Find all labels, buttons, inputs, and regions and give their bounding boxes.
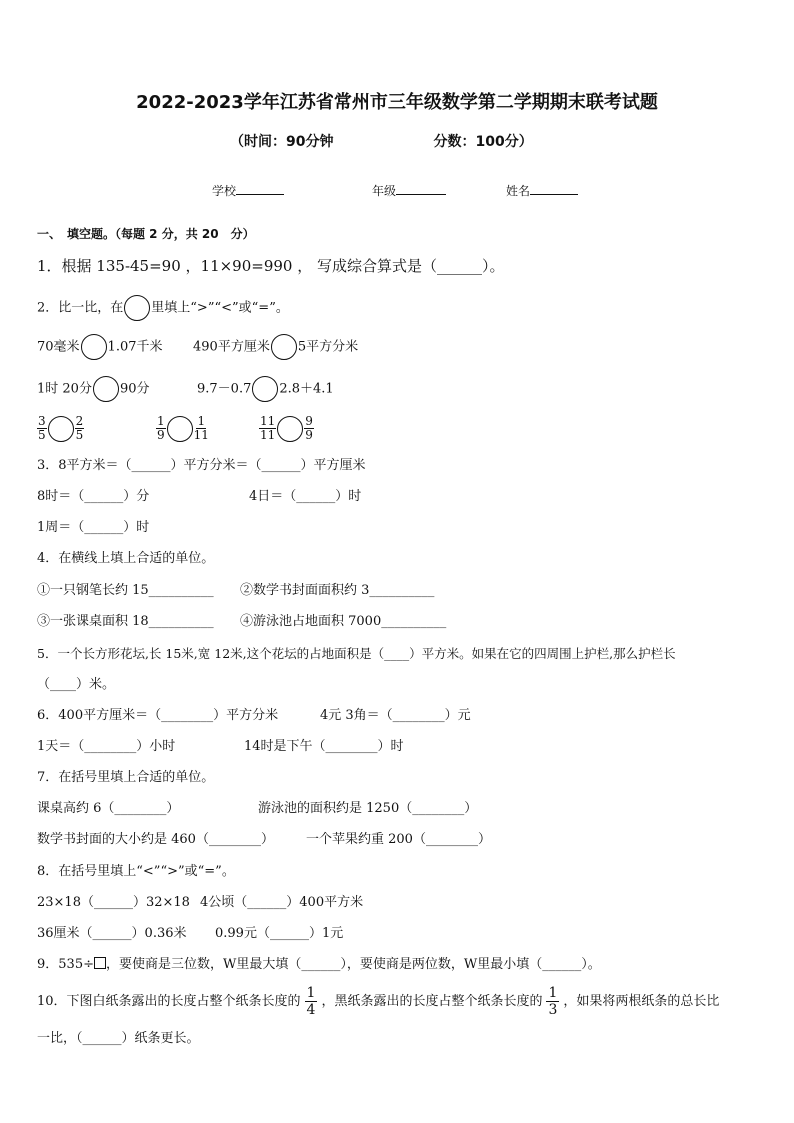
square-box-icon (94, 957, 106, 969)
section-heading: 一、 填空题。（每题 2 分，共 20 分） (37, 227, 255, 241)
compare-circle (124, 295, 150, 321)
compare-circle[interactable] (167, 416, 193, 442)
compare-circle[interactable] (271, 334, 297, 360)
fraction: $\frac{11}{11}$ (260, 414, 276, 442)
question-8-a: 23×18（______）32×18 (37, 895, 190, 910)
grade-blank[interactable] (396, 182, 446, 195)
fraction: $\frac{1}{4}$ (306, 985, 316, 1018)
question-7-b: 游泳池的面积约是 1250（________） (258, 801, 478, 816)
question-3: 3．8平方米＝（______）平方分米＝（______）平方厘米 (37, 458, 366, 473)
fraction: $\frac{3}{5}$ (38, 414, 46, 442)
question-4: 4．在横线上填上合适的单位。 (37, 551, 215, 566)
question-1: 1．根据 135-45=90 ，11×90=990 ， 写成综合算式是（______）。 (37, 257, 505, 275)
question-8: 8．在括号里填上“<”“>”或“=”。 (37, 864, 235, 879)
question-2-row-3b (156, 414, 209, 444)
fraction: $\frac{1}{11}$ (193, 414, 209, 442)
grade-field: 年级 (372, 182, 446, 199)
question-2-row-3c (259, 414, 314, 444)
score-label: 分数：100分） (433, 134, 533, 150)
page-title: 2022-2023学年江苏省常州市三年级数学第二学期期末联考试题 (136, 92, 658, 113)
question-8-b: 4公顷（______）400平方米 (200, 895, 364, 910)
compare-circle[interactable] (93, 376, 119, 402)
question-2-row-1: 70毫米 1.07千米 (37, 334, 163, 360)
question-3-line-2a: 8时＝（______）分 (37, 489, 150, 504)
question-7-c: 数学书封面的大小约是 460（________） (37, 832, 274, 847)
question-6-a: 6．400平方厘米＝（________）平方分米 (37, 708, 279, 723)
question-6-d: 14时是下午（________）时 (244, 739, 404, 754)
question-2-intro: 2．比一比，在 里填上“>”“<”或“=”。 (37, 295, 289, 321)
question-3-line-3: 1周＝（______）时 (37, 520, 150, 535)
question-6-b: 4元 3角＝（________）元 (320, 708, 471, 723)
question-4-a: ①一只钢笔长约 15__________ (37, 583, 214, 598)
question-3-line-2b: 4日＝（______）时 (249, 489, 362, 504)
fraction: $\frac{9}{9}$ (305, 414, 313, 442)
fraction: $\frac{1}{3}$ (548, 985, 558, 1018)
compare-circle[interactable] (81, 334, 107, 360)
exam-meta (230, 131, 533, 151)
question-10-line-2: 一比，（______）纸条更长。 (37, 1031, 200, 1046)
question-8-c: 36厘米（______）0.36米 (37, 926, 187, 941)
question-5-line-2: （____）米。 (37, 677, 116, 692)
school-field: 学校 (212, 182, 284, 199)
question-2-row-3 (37, 414, 84, 444)
fraction: $\frac{1}{9}$ (157, 414, 165, 442)
question-4-d: ④游泳池占地面积 7000__________ (240, 614, 447, 629)
question-10: 10．下图白纸条露出的长度占整个纸条长度的 $\frac{1}{4}$ ，黑纸条露出的长度占整个纸条长度的 $\frac{1}{3}$ ，如果将两根纸条的总长比 (37, 985, 720, 1018)
question-7: 7．在括号里填上合适的单位。 (37, 770, 215, 785)
fraction: $\frac{2}{5}$ (75, 414, 84, 442)
compare-circle[interactable] (48, 416, 74, 442)
question-4-b: ②数学书封面面积约 3__________ (240, 583, 435, 598)
question-2-row-1b: 490平方厘米 5平方分米 (193, 334, 358, 360)
compare-circle[interactable] (277, 416, 303, 442)
question-7-a: 课桌高约 6（________） (37, 801, 180, 816)
question-2-row-2: 1时 20分 90分 (37, 376, 150, 402)
compare-circle[interactable] (252, 376, 278, 402)
question-4-c: ③一张课桌面积 18__________ (37, 614, 214, 629)
name-blank[interactable] (530, 182, 578, 195)
question-9: 9．535÷ ，要使商是三位数，W里最大填（______），要使商是两位数，W里最小填（______）。 (37, 957, 601, 972)
name-field: 姓名 (506, 182, 578, 199)
question-6-c: 1天＝（________）小时 (37, 739, 176, 754)
question-2-row-2b: 9.7－0.7 2.8＋4.1 (197, 376, 334, 402)
question-8-d: 0.99元（______）1元 (215, 926, 344, 941)
school-blank[interactable] (236, 182, 284, 195)
question-5: 5．一个长方形花坛,长 15米,宽 12米,这个花坛的占地面积是（____）平方米。如果在它的四周围上护栏,那么护栏长 (37, 646, 676, 661)
time-label: （时间：90分钟 (230, 134, 334, 150)
question-7-d: 一个苹果约重 200（________） (306, 832, 491, 847)
